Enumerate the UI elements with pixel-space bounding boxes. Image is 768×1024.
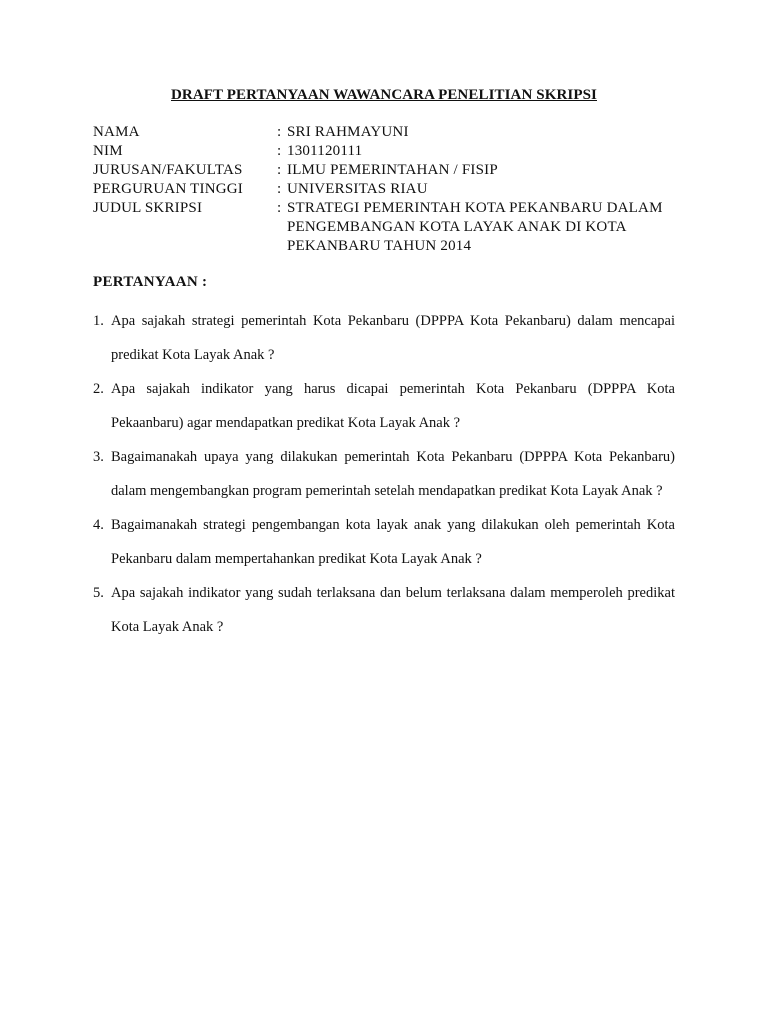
info-colon: : (277, 181, 282, 197)
question-number: 5. (93, 585, 104, 601)
info-row-nim (93, 142, 687, 161)
info-colon: : (277, 200, 282, 216)
info-label: NIM (93, 143, 123, 159)
question-number: 3. (93, 449, 104, 465)
questions-list (93, 304, 675, 644)
info-value: UNIVERSITAS RIAU (287, 181, 428, 197)
question-text: Apa sajakah indikator yang harus dicapai pemerintah Kota Pekanbaru (DPPPA Kota Pekaanbaru) agar mendapatkan predikat Kota Layak Anak ? (111, 381, 675, 431)
info-value: 1301120111 (287, 143, 363, 159)
question-item (93, 304, 675, 372)
question-text: Apa sajakah strategi pemerintah Kota Pekanbaru (DPPPA Kota Pekanbaru) dalam mencapai predikat Kota Layak Anak ? (111, 313, 675, 363)
question-item (93, 372, 675, 440)
info-value: SRI RAHMAYUNI (287, 124, 409, 140)
question-text: Bagaimanakah strategi pengembangan kota layak anak yang dilakukan oleh pemerintah Kota Pekanbaru dalam mempertahankan predikat Kota Layak Anak ? (111, 517, 675, 567)
question-text: Bagaimanakah upaya yang dilakukan pemerintah Kota Pekanbaru (DPPPA Kota Pekanbaru) dalam mengembangkan program pemerintah setelah mendapatkan predikat Kota Layak Anak ? (111, 449, 675, 499)
question-text: Apa sajakah indikator yang sudah terlaksana dan belum terlaksana dalam memperoleh predikat Kota Layak Anak ? (111, 585, 675, 635)
question-number: 2. (93, 381, 104, 397)
question-number: 1. (93, 313, 104, 329)
info-value: ILMU PEMERINTAHAN / FISIP (287, 162, 498, 178)
info-colon: : (277, 124, 282, 140)
student-info (93, 123, 687, 256)
info-colon: : (277, 162, 282, 178)
info-colon: : (277, 143, 282, 159)
info-value: STRATEGI PEMERINTAH KOTA PEKANBARU DALAM PENGEMBANGAN KOTA LAYAK ANAK DI KOTA PEKANBARU TAHUN 2014 (287, 200, 663, 254)
info-label: PERGURUAN TINGGI (93, 181, 244, 197)
info-row-judul-skripsi (93, 199, 687, 256)
info-row-jurusan (93, 161, 687, 180)
question-item (93, 440, 675, 508)
info-label: JUDUL SKRIPSI (93, 200, 203, 216)
info-row-nama (93, 123, 687, 142)
question-item (93, 508, 675, 576)
question-item (93, 576, 675, 644)
info-label: NAMA (93, 124, 140, 140)
document-title: DRAFT PERTANYAAN WAWANCARA PENELITIAN SKRIPSI (171, 87, 597, 103)
info-row-perguruan-tinggi (93, 180, 687, 199)
questions-heading: PERTANYAAN : (93, 274, 208, 290)
question-number: 4. (93, 517, 104, 533)
info-label: JURUSAN/FAKULTAS (93, 162, 243, 178)
